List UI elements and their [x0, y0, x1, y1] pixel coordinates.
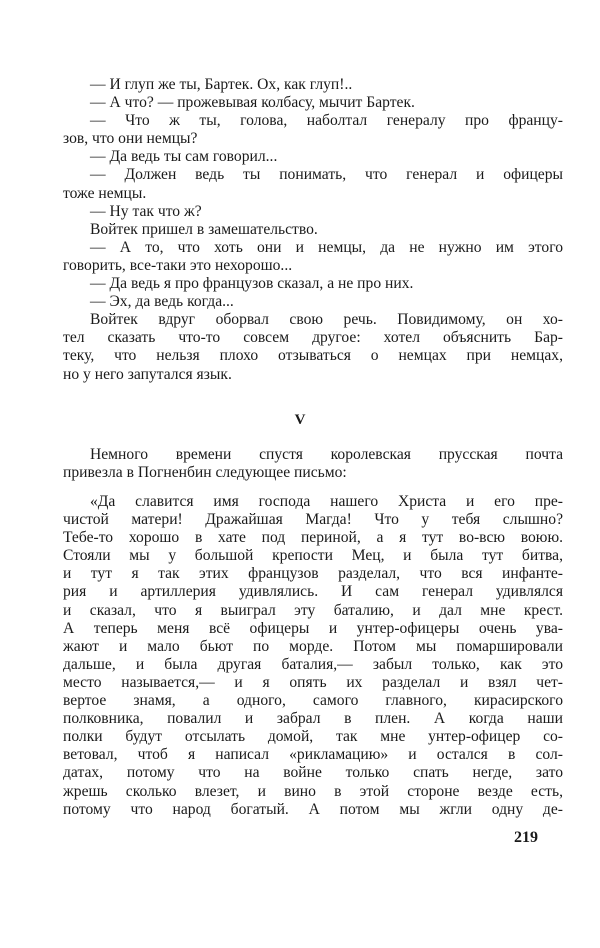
- narration-paragraph: [63, 446, 563, 482]
- text-line: «Да славится имя господа нашего Христа и его пре-: [90, 493, 563, 510]
- page-number: 219: [514, 829, 538, 846]
- text-line: дальше, и была другая баталия,— забыл только, как это: [63, 655, 563, 673]
- text-line: — Должен ведь ты понимать, что генерал и офицеры: [90, 166, 563, 184]
- text-line: — Да ведь ты сам говорил...: [90, 148, 278, 166]
- text-line: Стояли мы у большой крепости Мец, и была тут битва,: [63, 547, 563, 565]
- text-line: потому что народ богатый. А потом мы жгли одну де-: [63, 800, 563, 818]
- text-line: — И глуп же ты, Бартек. Ох, как глуп!..: [90, 76, 353, 93]
- text-line: — Эх, да ведь когда...: [90, 293, 234, 311]
- text-line: Войтек вдруг оборвал свою речь. Повидимому, он хо-: [90, 311, 563, 329]
- text-line: ветовал, чтоб я написал «рикламацию» и остался в сол-: [63, 746, 563, 764]
- text-line: Тебе-то хорошо в хате под периной, а я тут во-всю воюю.: [63, 529, 563, 547]
- text-line: жрешь сколько влезет, и вино в этой стороне везде есть,: [63, 782, 563, 800]
- text-line: — Что ж ты, голова, наболтал генералу про францу-: [90, 112, 563, 130]
- text-line: датах, потому что на войне только спать негде, зато: [63, 764, 563, 782]
- text-line: — Ну так что ж?: [90, 202, 202, 220]
- text-line: говорить, все-таки это нехорошо...: [63, 256, 293, 274]
- text-line: но у него запутался язык.: [63, 365, 232, 383]
- text-line: полки будут отсылать домой, так мне унтер-офицер со-: [63, 728, 563, 746]
- dialogue-section: [63, 76, 563, 384]
- text-line: — А что? — прожевывая колбасу, мычит Бартек.: [90, 94, 415, 112]
- letter-paragraph: [63, 493, 563, 819]
- text-line: Немного времени спустя королевская прусская почта: [90, 446, 563, 463]
- chapter-heading: V: [294, 412, 306, 428]
- text-line: и тут я так этих французов разделал, что вся инфанте-: [63, 565, 563, 583]
- text-line: теку, что нельзя плохо отзываться о немцах при немцах,: [63, 347, 563, 365]
- text-line: тоже немцы.: [63, 184, 147, 202]
- text-line: жают и мало бьют по морде. Потом мы помаршировали: [63, 637, 563, 655]
- text-line: А теперь меня всё офицеры и унтер-офицеры очень ува-: [63, 619, 563, 637]
- text-line: Войтек пришел в замешательство.: [90, 220, 318, 238]
- text-line: и сказал, что я выиграл эту баталию, и дал мне крест.: [63, 601, 563, 619]
- text-line: рия и артиллерия удивлялись. И сам генерал удивлялся: [63, 583, 563, 601]
- text-line: место называется,— и я опять их разделал и взял чет-: [63, 673, 563, 691]
- text-line: привезла в Погненбин следующее письмо:: [63, 464, 347, 482]
- text-line: зов, что они немцы?: [63, 130, 198, 148]
- text-line: тел сказать что-то совсем другое: хотел объяснить Бар-: [63, 329, 563, 347]
- text-line: — Да ведь я про французов сказал, а не про них.: [90, 275, 414, 293]
- text-line: чистой матери! Дражайшая Магда! Что у тебя слышно?: [63, 511, 563, 529]
- text-line: — А то, что хоть они и немцы, да не нужно им этого: [90, 238, 563, 256]
- text-line: вертое знамя, а одного, самого главного, кирасирского: [63, 692, 563, 710]
- text-line: полковника, повалил и забрал в плен. А когда наши: [63, 710, 563, 728]
